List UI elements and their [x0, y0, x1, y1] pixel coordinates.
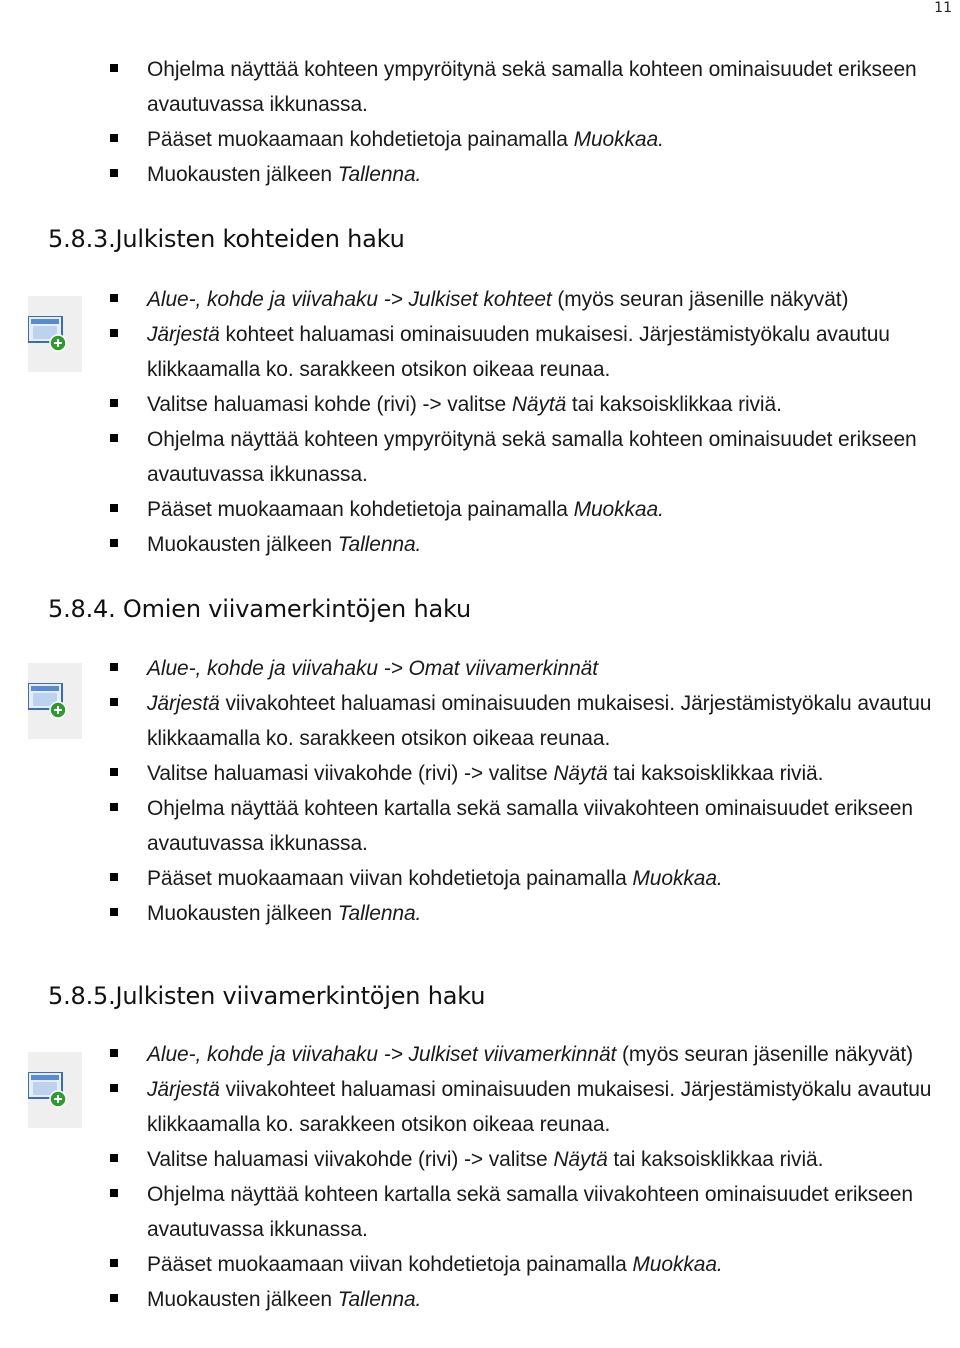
emphasis-text: Alue-, kohde ja viivahaku -> Julkiset viivamerkinnät	[147, 1043, 617, 1066]
item-text	[147, 867, 723, 890]
list-item	[0, 1142, 960, 1177]
text-run: viivakohteet haluamasi ominaisuuden mukaisesi. Järjestämistyökalu avautuu klikkaamalla ko. sarakkeen otsikon oikeaa reunaa.	[147, 1078, 932, 1136]
item-text	[147, 533, 421, 556]
list-item	[0, 1177, 960, 1247]
text-run: Muokausten jälkeen	[147, 163, 338, 186]
emphasis-text: Järjestä	[147, 323, 220, 346]
list-item	[0, 1282, 960, 1317]
bullet	[110, 803, 118, 811]
bullet	[110, 908, 118, 916]
emphasis-text: Muokkaa.	[632, 867, 723, 890]
item-text	[147, 163, 421, 186]
list-item	[0, 651, 960, 686]
section-list	[0, 651, 960, 931]
bullet	[110, 539, 118, 547]
bullet	[110, 294, 118, 302]
section-heading: 5.8.3.Julkisten kohteiden haku	[48, 225, 405, 253]
list-item	[0, 861, 960, 896]
bullet	[110, 873, 118, 881]
bullet	[110, 698, 118, 706]
bullet	[110, 169, 118, 177]
item-text	[147, 498, 664, 521]
bullet	[110, 504, 118, 512]
list-item	[0, 157, 960, 192]
item-text	[147, 762, 823, 785]
text-run: Ohjelma näyttää kohteen ympyröitynä sekä samalla kohteen ominaisuudet erikseen avautuvassa ikkunassa.	[147, 428, 917, 486]
bullet	[110, 64, 118, 72]
list-item	[0, 1037, 960, 1072]
top-list	[0, 52, 960, 192]
text-run: Pääset muokaamaan kohdetietoja painamalla	[147, 128, 574, 151]
text-run: Pääset muokaamaan kohdetietoja painamalla	[147, 498, 574, 521]
item-text	[147, 323, 890, 381]
emphasis-text: Näytä	[553, 762, 608, 785]
emphasis-text: Järjestä	[147, 692, 220, 715]
bullet	[110, 399, 118, 407]
page-number: 11	[934, 0, 952, 16]
emphasis-text: Muokkaa.	[632, 1253, 723, 1276]
text-run: Pääset muokaamaan viivan kohdetietoja painamalla	[147, 867, 633, 890]
section-heading: 5.8.4. Omien viivamerkintöjen haku	[48, 595, 471, 623]
item-text	[147, 128, 664, 151]
item-text	[147, 58, 917, 116]
section-heading: 5.8.5.Julkisten viivamerkintöjen haku	[48, 982, 486, 1010]
item-text	[147, 393, 782, 416]
text-run: Ohjelma näyttää kohteen ympyröitynä sekä samalla kohteen ominaisuudet erikseen avautuvassa ikkunassa.	[147, 58, 917, 116]
item-text	[147, 1253, 723, 1276]
bullet	[110, 768, 118, 776]
bullet	[110, 134, 118, 142]
list-item	[0, 52, 960, 122]
emphasis-text: Muokkaa.	[573, 128, 664, 151]
emphasis-text: Muokkaa.	[573, 498, 664, 521]
emphasis-text: Tallenna.	[337, 533, 422, 556]
emphasis-text: Alue-, kohde ja viivahaku -> Julkiset kohteet	[147, 288, 552, 311]
text-run: tai kaksoisklikkaa riviä.	[566, 393, 782, 416]
list-item	[0, 1247, 960, 1282]
bullet	[110, 1294, 118, 1302]
text-run: Valitse haluamasi viivakohde (rivi) -> valitse	[147, 1148, 554, 1171]
list-item	[0, 1072, 960, 1142]
list-item	[0, 282, 960, 317]
list-item	[0, 791, 960, 861]
item-text	[147, 692, 931, 750]
text-run: Muokausten jälkeen	[147, 902, 338, 925]
text-run: Muokausten jälkeen	[147, 533, 338, 556]
item-text	[147, 797, 913, 855]
emphasis-text: Näytä	[511, 393, 567, 416]
item-text	[147, 1043, 913, 1066]
emphasis-text: Tallenna.	[337, 902, 422, 925]
text-run: kohteet haluamasi ominaisuuden mukaisesi. Järjestämistyökalu avautuu klikkaamalla ko. sarakkeen otsikon oikeaa reunaa.	[147, 323, 890, 381]
item-text	[147, 428, 917, 486]
list-item	[0, 122, 960, 157]
item-text	[147, 902, 421, 925]
section-list	[0, 1037, 960, 1317]
text-run: tai kaksoisklikkaa riviä.	[607, 1148, 824, 1171]
emphasis-text: Tallenna.	[337, 163, 422, 186]
emphasis-text: Näytä	[553, 1148, 608, 1171]
text-run: viivakohteet haluamasi ominaisuuden mukaisesi. Järjestämistyökalu avautuu klikkaamalla ko. sarakkeen otsikon oikeaa reunaa.	[147, 692, 932, 750]
emphasis-text: Järjestä	[147, 1078, 220, 1101]
bullet	[110, 434, 118, 442]
item-text	[147, 1183, 913, 1241]
text-run: tai kaksoisklikkaa riviä.	[607, 762, 824, 785]
item-text	[147, 288, 848, 311]
bullet	[110, 329, 118, 337]
text-run: Ohjelma näyttää kohteen kartalla sekä samalla viivakohteen ominaisuudet erikseen avautuvassa ikkunassa.	[147, 1183, 913, 1241]
text-run: Pääset muokaamaan viivan kohdetietoja painamalla	[147, 1253, 633, 1276]
list-item	[0, 317, 960, 387]
list-item	[0, 756, 960, 791]
item-text	[147, 1078, 931, 1136]
list-item	[0, 387, 960, 422]
item-text	[147, 1148, 823, 1171]
list-item	[0, 492, 960, 527]
list-item	[0, 896, 960, 931]
item-text	[147, 1288, 421, 1311]
list-item	[0, 422, 960, 492]
emphasis-text: Alue-, kohde ja viivahaku -> Omat viivamerkinnät	[147, 657, 598, 680]
text-run: Muokausten jälkeen	[147, 1288, 338, 1311]
text-run: Valitse haluamasi kohde (rivi) -> valitse	[147, 393, 512, 416]
bullet	[110, 1084, 118, 1092]
item-text	[147, 657, 598, 680]
emphasis-text: Tallenna.	[337, 1288, 422, 1311]
bullet	[110, 1189, 118, 1197]
bullet	[110, 663, 118, 671]
text-run: Ohjelma näyttää kohteen kartalla sekä samalla viivakohteen ominaisuudet erikseen avautuvassa ikkunassa.	[147, 797, 913, 855]
bullet	[110, 1049, 118, 1057]
bullet	[110, 1154, 118, 1162]
text-run: (myös seuran jäsenille näkyvät)	[551, 288, 849, 311]
text-run: Valitse haluamasi viivakohde (rivi) -> valitse	[147, 762, 554, 785]
list-item	[0, 527, 960, 562]
text-run: (myös seuran jäsenille näkyvät)	[616, 1043, 914, 1066]
section-list	[0, 282, 960, 562]
list-item	[0, 686, 960, 756]
bullet	[110, 1259, 118, 1267]
